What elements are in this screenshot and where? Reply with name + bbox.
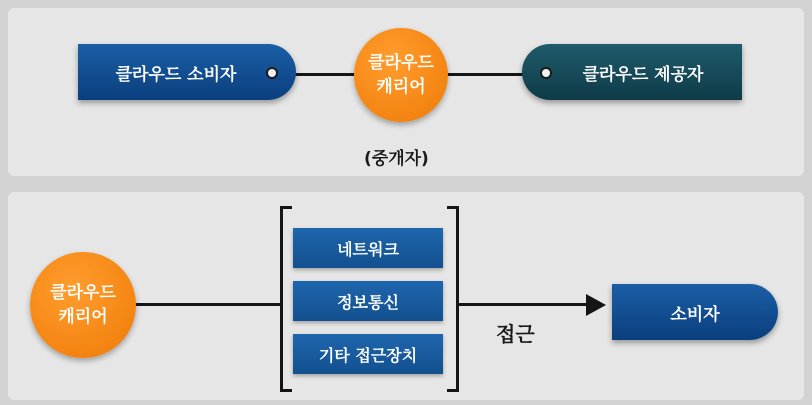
carrier-label-line2: 캐리어 xyxy=(58,307,108,327)
other-access-device-box: 기타 접근장치 xyxy=(293,334,443,374)
consumer-node xyxy=(612,284,778,340)
cloud-carrier-node xyxy=(354,28,448,122)
consumer-label: 소비자 xyxy=(670,304,720,325)
network-box: 네트워크 xyxy=(293,228,443,268)
access-arrow-line xyxy=(459,303,589,306)
access-arrowhead xyxy=(586,294,606,316)
carrier-role-label: (중개자) xyxy=(364,149,429,169)
left-bracket xyxy=(280,206,292,392)
carrier-label-line1: 클라우드 xyxy=(50,283,116,303)
provider-connector-dot xyxy=(540,67,552,79)
cloud-provider-label: 클라우드 제공자 xyxy=(582,64,704,85)
carrier-to-bracket-line xyxy=(134,303,282,306)
right-bracket xyxy=(447,206,459,392)
access-label: 접근 xyxy=(496,322,535,346)
cloud-carrier-node-2 xyxy=(30,252,136,358)
cloud-provider-node xyxy=(522,44,742,100)
consumer-connector-dot xyxy=(266,67,278,79)
cloud-consumer-label: 클라우드 소비자 xyxy=(115,64,237,85)
cloud-consumer-node xyxy=(78,44,296,100)
carrier-label-line1: 클라우드 xyxy=(368,53,434,73)
telecom-box: 정보통신 xyxy=(293,281,443,321)
carrier-label-line2: 캐리어 xyxy=(376,77,426,97)
